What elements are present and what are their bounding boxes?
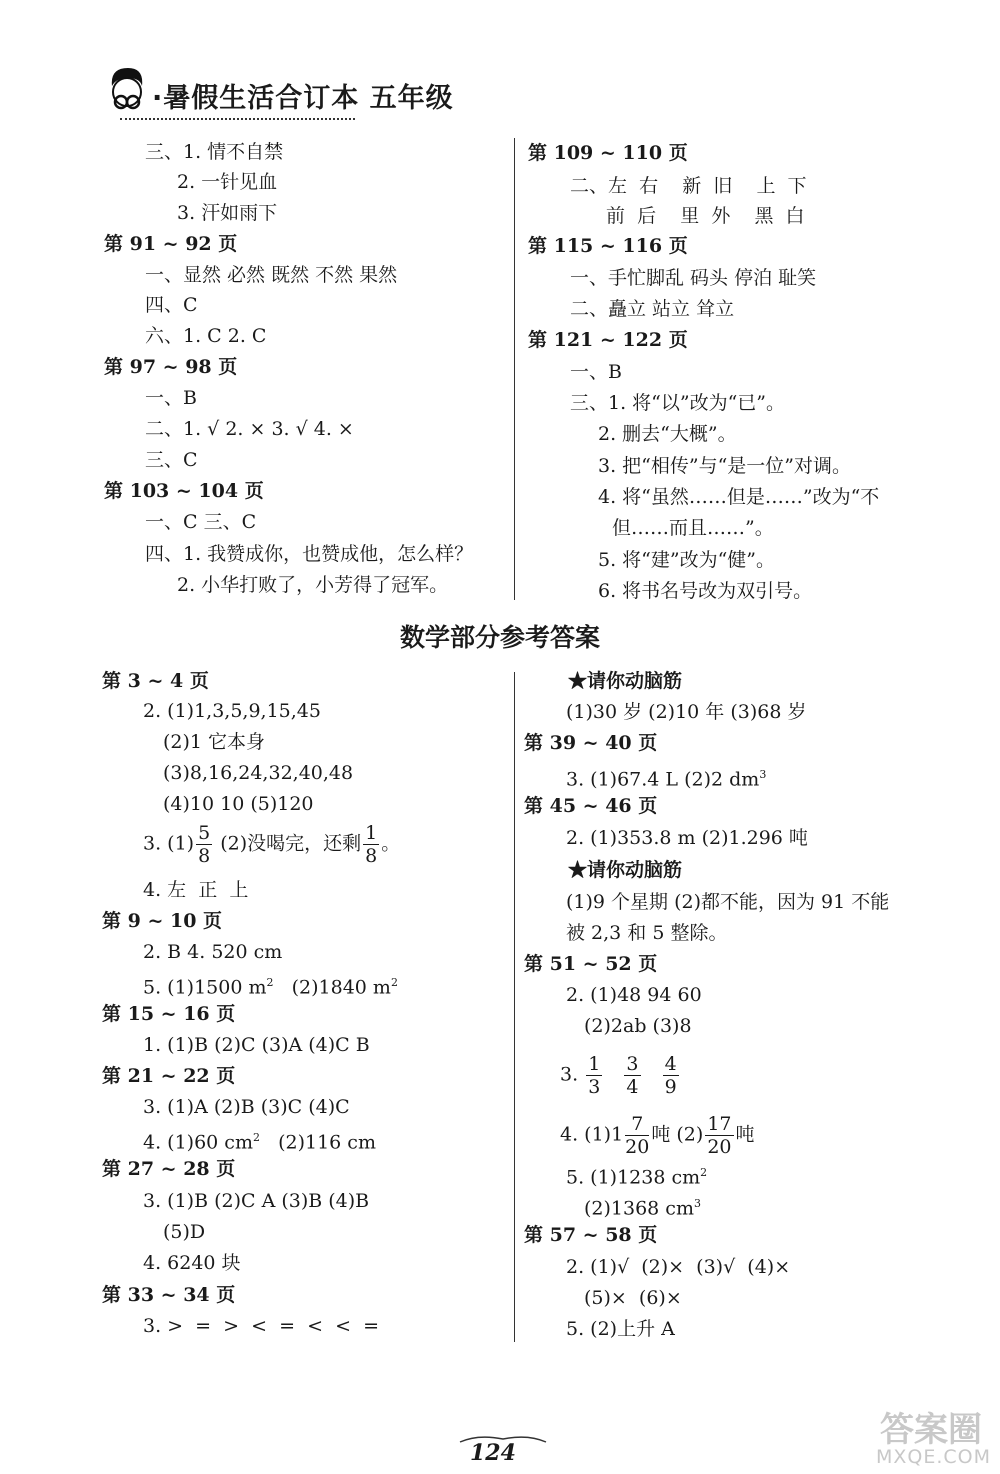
answer-line xyxy=(560,1053,681,1098)
watermark-url: MXQE.COM xyxy=(876,1446,992,1468)
answer-line: 四、1. 我赞成你，也赞成他，怎么样？ xyxy=(145,543,474,565)
header-divider xyxy=(120,118,355,120)
page-heading: 第 57 ~ 58 页 xyxy=(524,1224,658,1246)
answer-line: 二、矗立 站立 耸立 xyxy=(570,298,735,320)
answer-line: 3. 把“相传”与“是一位”对调。 xyxy=(598,455,852,477)
answer-text: (2)没喝完，还剩 xyxy=(220,832,362,855)
exponent: 3 xyxy=(759,768,767,781)
answer-text: (2)116 cm xyxy=(278,1131,376,1154)
denominator: 8 xyxy=(198,845,211,867)
exponent: 3 xyxy=(693,1197,701,1210)
fraction xyxy=(363,822,379,867)
book-title: ·暑假生活合订本 五年级 xyxy=(152,83,454,114)
page-heading: 第 103 ~ 104 页 xyxy=(104,480,264,502)
page-heading: 第 97 ~ 98 页 xyxy=(104,356,238,378)
page-heading: 第 51 ~ 52 页 xyxy=(524,953,658,975)
challenge-heading: ★请你动脑筋 xyxy=(568,859,683,881)
answer-line: 4. 左 正 上 xyxy=(143,879,249,901)
answer-line xyxy=(143,970,398,1000)
page-heading: 第 9 ~ 10 页 xyxy=(102,910,223,932)
answer-line: (2)1 它本身 xyxy=(163,731,266,753)
column-divider-top xyxy=(514,138,515,600)
answer-text: 3. (1) xyxy=(143,832,195,855)
answer-line: 3. (1)A (2)B (3)C (4)C xyxy=(143,1096,350,1118)
answer-line xyxy=(143,1125,376,1155)
page-heading: 第 91 ~ 92 页 xyxy=(104,233,238,255)
answer-line xyxy=(560,1113,755,1158)
page-heading: 第 45 ~ 46 页 xyxy=(524,795,658,817)
answer-line: 2. 删去“大概”。 xyxy=(598,423,737,445)
answer-text: 5. (1)1238 cm xyxy=(566,1166,701,1189)
fraction xyxy=(625,1113,649,1158)
exponent: 2 xyxy=(266,976,274,989)
answer-line: (5)D xyxy=(163,1221,206,1243)
watermark-logo: 答案圈 xyxy=(880,1410,982,1450)
answer-line: 3. > = > < = < < = xyxy=(143,1315,380,1337)
answer-line: 一、显然 必然 既然 不然 果然 xyxy=(145,264,398,286)
exponent: 2 xyxy=(700,1166,708,1179)
answer-line: 4. 6240 块 xyxy=(143,1252,241,1274)
answer-line xyxy=(566,1160,707,1190)
numerator: 5 xyxy=(198,822,211,844)
answer-text: (2)1840 m xyxy=(291,976,391,999)
denominator: 8 xyxy=(365,845,378,867)
page-number: 124 xyxy=(470,1440,516,1466)
numerator: 1 xyxy=(588,1053,601,1075)
answer-text: 3. xyxy=(560,1063,579,1086)
page-heading: 第 121 ~ 122 页 xyxy=(528,329,688,351)
numerator: 7 xyxy=(625,1113,649,1136)
answer-text: 。 xyxy=(381,832,401,855)
fraction xyxy=(663,1053,679,1098)
answer-line: 5. (2)上升 A xyxy=(566,1318,675,1340)
answer-line: 2. (1)1,3,5,9,15,45 xyxy=(143,700,321,722)
answer-line: 四、C xyxy=(145,294,198,316)
answer-line: 2. (1)√ (2)× (3)√ (4)× xyxy=(566,1256,791,1278)
page-heading: 第 15 ~ 16 页 xyxy=(102,1003,236,1025)
answer-line: 前 后 里 外 黑 白 xyxy=(606,205,805,227)
denominator: 20 xyxy=(707,1136,732,1158)
answer-line: 三、1. 将“以”改为“已”。 xyxy=(570,392,786,414)
answer-text: 3. (1)67.4 L (2)2 dm xyxy=(566,768,760,791)
answer-line xyxy=(584,1191,701,1221)
answer-line: 4. 将“虽然……但是……”改为“不 xyxy=(598,486,880,508)
exponent: 2 xyxy=(390,976,398,989)
page-heading: 第 27 ~ 28 页 xyxy=(102,1158,236,1180)
answer-line: 六、1. C 2. C xyxy=(145,325,267,347)
numerator: 3 xyxy=(626,1053,639,1075)
answer-line: 一、手忙脚乱 码头 停泊 耻笑 xyxy=(570,267,817,289)
page-heading: 第 109 ~ 110 页 xyxy=(528,142,688,164)
answer-line: 三、1. 情不自禁 xyxy=(145,141,284,163)
answer-line: 被 2,3 和 5 整除。 xyxy=(566,922,728,944)
answer-line xyxy=(566,762,766,792)
answer-line: (1)30 岁 (2)10 年 (3)68 岁 xyxy=(566,701,807,723)
answer-line: 5. 将“建”改为“健”。 xyxy=(598,549,776,571)
page-heading: 第 3 ~ 4 页 xyxy=(102,670,209,692)
fraction xyxy=(705,1113,733,1158)
page-heading: 第 33 ~ 34 页 xyxy=(102,1284,236,1306)
answer-line: (5)× (6)× xyxy=(584,1287,682,1309)
answer-line: 2. (1)353.8 m (2)1.296 吨 xyxy=(566,827,808,849)
answer-text: 4. (1)1 xyxy=(560,1123,624,1146)
answer-text: 吨 (2) xyxy=(651,1123,704,1146)
book-header xyxy=(100,62,454,122)
numerator: 4 xyxy=(664,1053,677,1075)
denominator: 9 xyxy=(664,1076,677,1098)
fraction xyxy=(586,1053,602,1098)
answer-line: (3)8,16,24,32,40,48 xyxy=(163,762,354,784)
answer-line: (1)9 个星期 (2)都不能，因为 91 不能 xyxy=(566,891,890,913)
answer-line: 一、B xyxy=(145,387,197,409)
fraction xyxy=(196,822,212,867)
answer-line: 3. 汗如雨下 xyxy=(177,202,278,224)
answer-line: 2. 一针见血 xyxy=(177,171,278,193)
page-heading: 第 21 ~ 22 页 xyxy=(102,1065,236,1087)
answer-text: (2)1368 cm xyxy=(584,1197,694,1220)
denominator: 20 xyxy=(625,1136,650,1158)
page-heading: 第 115 ~ 116 页 xyxy=(528,235,688,257)
numerator: 17 xyxy=(707,1113,732,1135)
answer-line: 二、1. √ 2. × 3. √ 4. × xyxy=(145,418,354,440)
fraction xyxy=(624,1053,640,1098)
answer-text: 吨 xyxy=(735,1123,755,1146)
answer-text: 4. (1)60 cm xyxy=(143,1131,253,1154)
math-section-title: 数学部分参考答案 xyxy=(399,623,600,652)
answer-line xyxy=(143,822,400,867)
answer-line: 2. 小华打败了，小芳得了冠军。 xyxy=(177,574,449,596)
cartoon-boy-icon xyxy=(100,62,152,116)
answer-line: 一、C 三、C xyxy=(145,511,257,533)
denominator: 4 xyxy=(626,1076,639,1098)
answer-text: 5. (1)1500 m xyxy=(143,976,267,999)
answer-line: 一、B xyxy=(570,361,622,383)
answer-line: (4)10 10 (5)120 xyxy=(163,793,314,815)
challenge-heading: ★请你动脑筋 xyxy=(568,670,683,692)
answer-line: 3. (1)B (2)C A (3)B (4)B xyxy=(143,1190,370,1212)
answer-line: 1. (1)B (2)C (3)A (4)C B xyxy=(143,1034,370,1056)
answer-line: 三、C xyxy=(145,449,198,471)
answer-line: 但……而且……”。 xyxy=(612,517,774,539)
answer-line: 2. B 4. 520 cm xyxy=(143,941,283,963)
answer-line: 二、左 右 新 旧 上 下 xyxy=(570,175,807,197)
exponent: 2 xyxy=(252,1131,260,1144)
column-divider-bottom xyxy=(514,672,515,1342)
denominator: 3 xyxy=(588,1076,601,1098)
answer-line: (2)2ab (3)8 xyxy=(584,1015,692,1037)
page-heading: 第 39 ~ 40 页 xyxy=(524,732,658,754)
answer-line: 6. 将书名号改为双引号。 xyxy=(598,580,813,602)
answer-line: 2. (1)48 94 60 xyxy=(566,984,702,1006)
numerator: 1 xyxy=(365,822,378,844)
